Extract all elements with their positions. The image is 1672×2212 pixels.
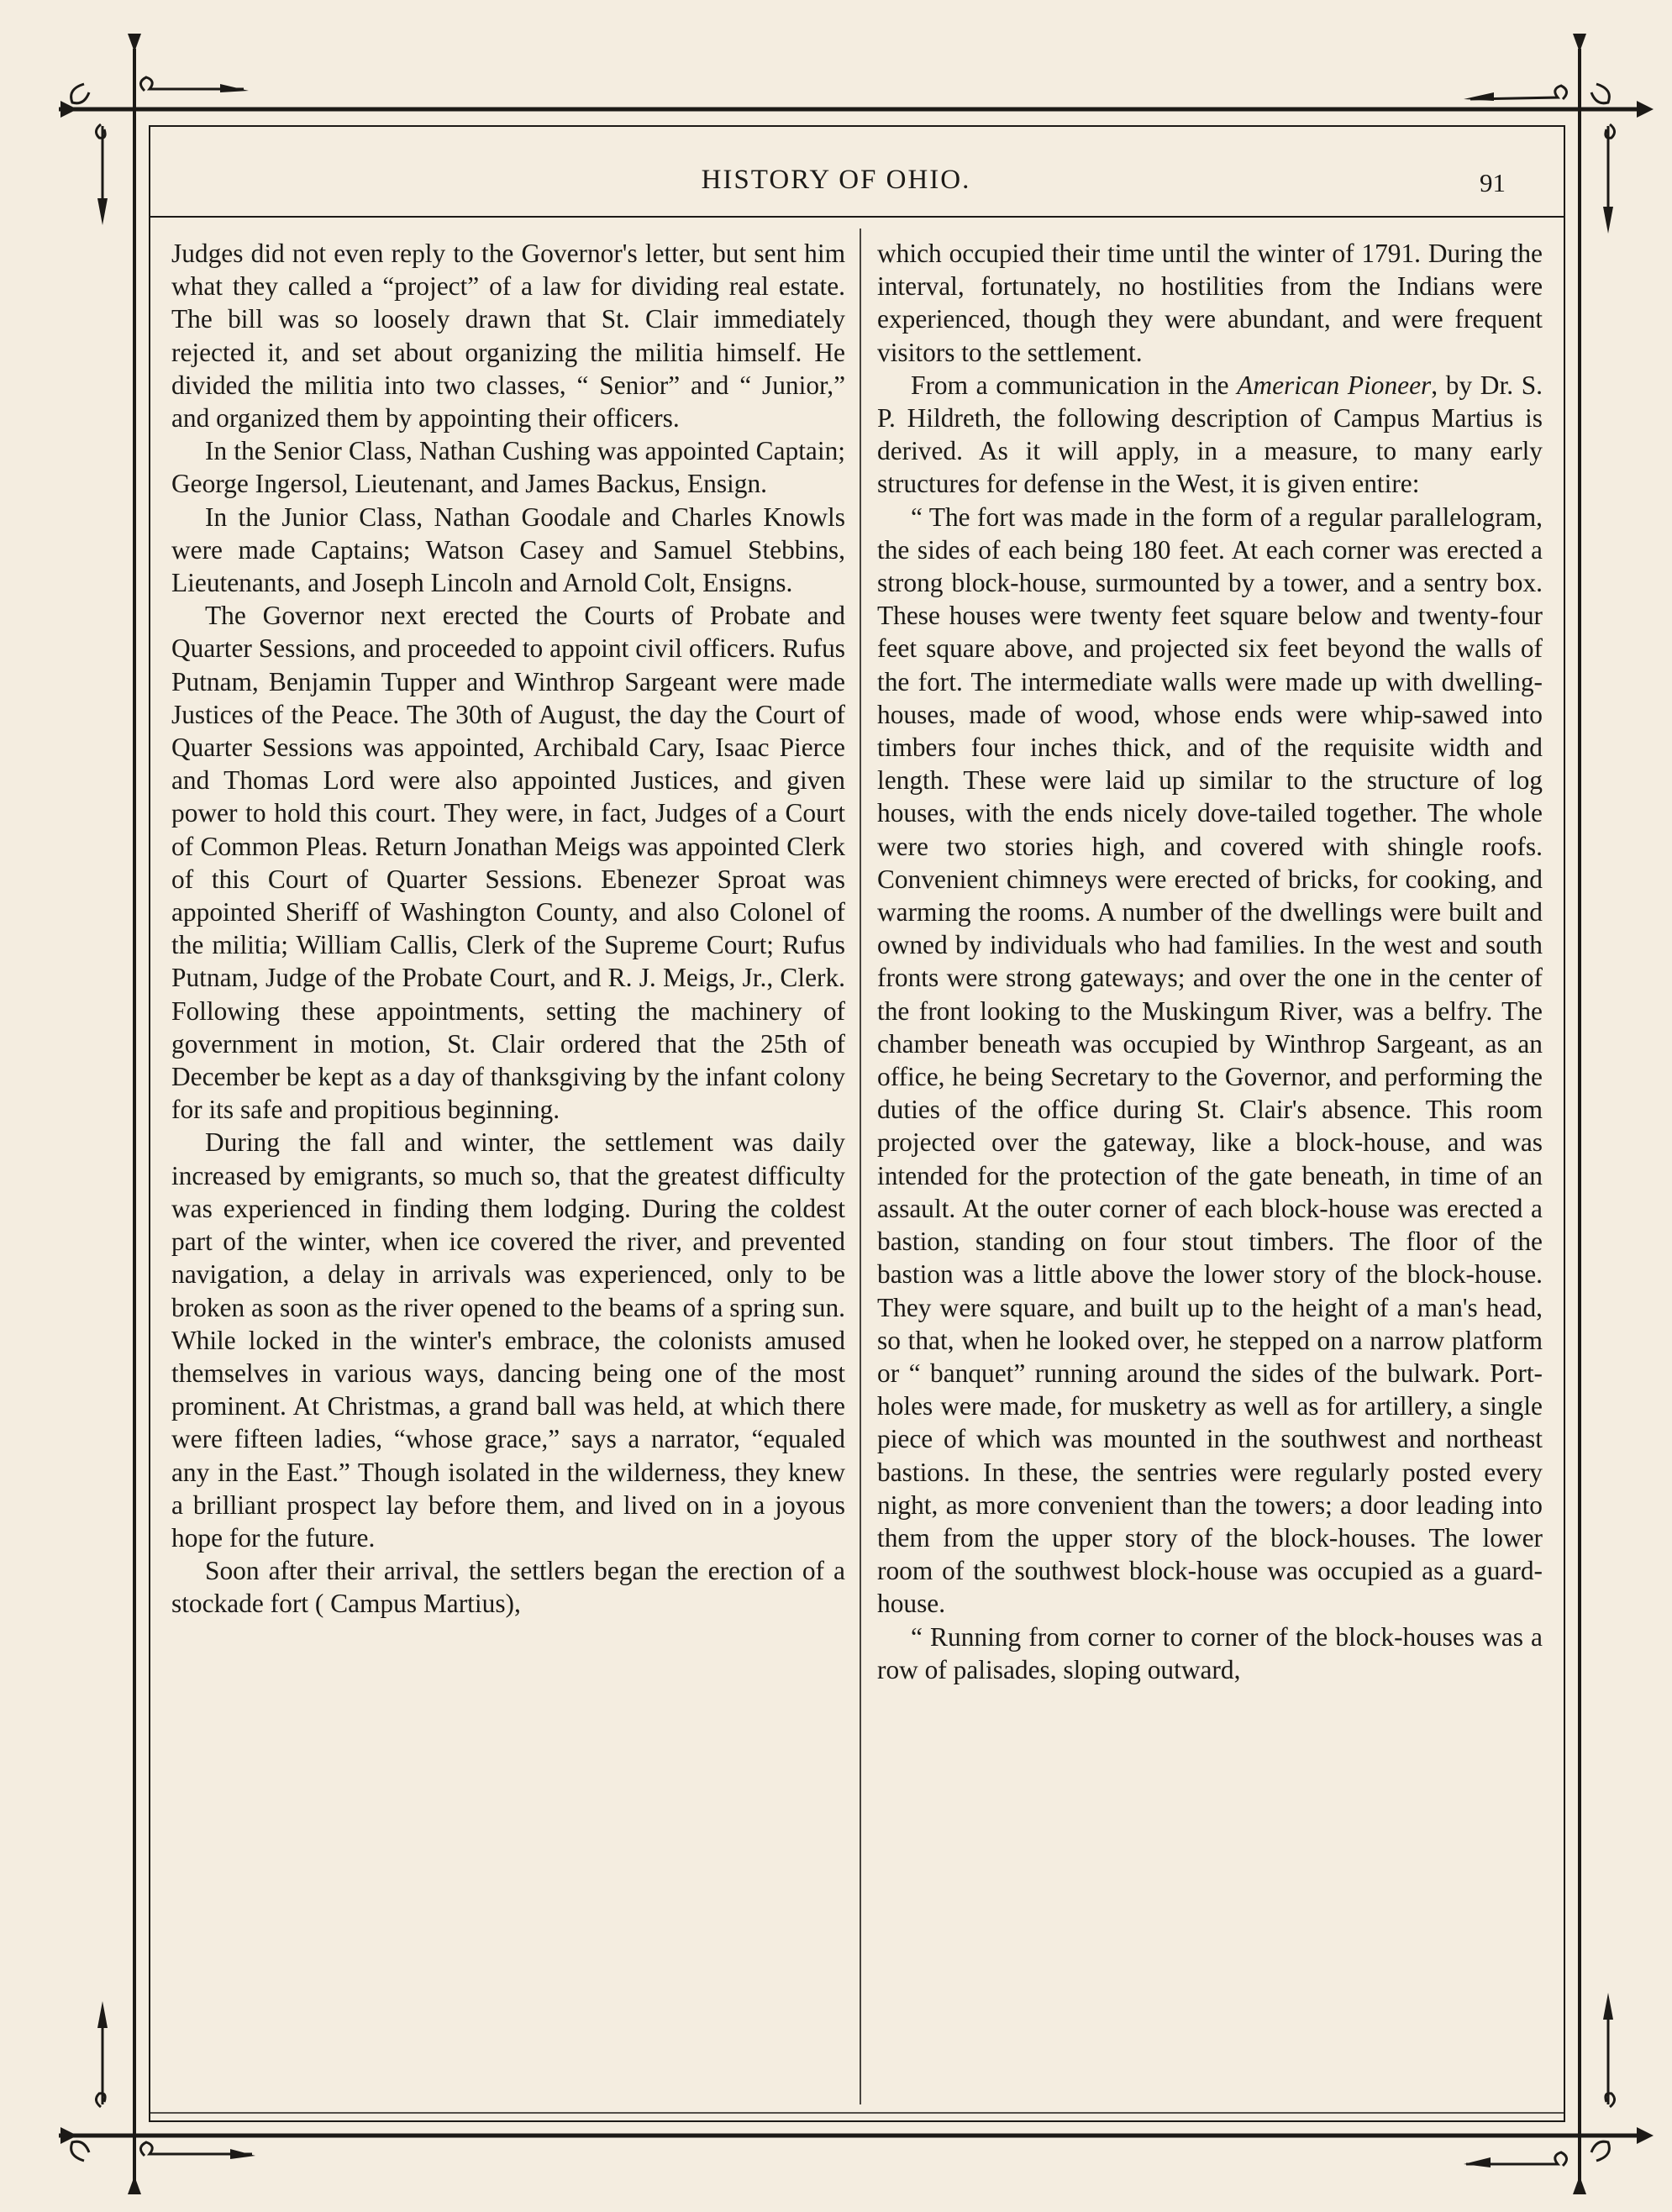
paragraph — [877, 369, 1543, 501]
page-number: 91 — [1480, 168, 1506, 197]
right-column — [877, 237, 1543, 2035]
running-head — [151, 165, 1521, 207]
paragraph: The Governor next erected the Courts of Probate and Quarter Sessions, and proceeded to appoint civil officers. Rufus Putnam, Benjamin Tupper and Winthrop Sargeant were made Justices of the Peace. The 30th of August, the day the Court of Quarter Sessions was appointed, Archibald Cary, Isaac Pierce and Thomas Lord were also appointed Justices, and given power to hold this court. They were, in fact, Judges of a Court of Common Pleas. Return Jonathan Meigs was appointed Clerk of this Court of Quarter Sessions. Ebenezer Sproat was appointed Sheriff of Washington County, and also Colonel of the militia; William Callis, Clerk of the Supreme Court; Rufus Putnam, Judge of the Probate Court, and R. J. Meigs, Jr., Clerk. Following these appointments, setting the machinery of government in motion, St. Clair ordered that the 25th of December be kept as a day of thanksgiving by the infant colony for its safe and propitious beginning. — [171, 601, 845, 1125]
publication-title: American Pioneer — [1237, 370, 1432, 400]
text-span: , by Dr. S. P. Hildreth, the following description of Campus Martius is derived. As it will apply, in a measure, to many early structures for defense in the West, it is given entire: — [877, 370, 1543, 499]
quotation-paragraph: “ Running from corner to corner of the block-houses was a row of palisades, sloping outward, — [877, 1621, 1543, 1684]
paragraph: In the Junior Class, Nathan Goodale and Charles Knowls were made Captains; Watson Casey and Samuel Stebbins, Lieutenants, and Joseph Lincoln and Arnold Colt, Ensigns. — [171, 502, 845, 598]
page-title: HISTORY OF OHIO. — [701, 165, 971, 195]
left-column — [171, 237, 845, 2035]
paragraph: In the Senior Class, Nathan Cushing was appointed Captain; George Ingersol, Lieutenant, and James Backus, Ensign. — [171, 436, 845, 499]
quotation-paragraph: “ The fort was made in the form of a regular parallelogram, the sides of each being 180 feet. At each corner was erected a strong block-house, surmounted by a tower, and a sentry box. These houses were twenty feet square below and twenty-four feet square above, and projected six feet beyond the walls of the fort. The intermediate walls were made up with dwelling-houses, made of wood, whose ends were whip-sawed into timbers four inches thick, and of the requisite width and length. These were laid up similar to the structure of log houses, with the ends nicely dove-tailed together. The whole were two stories high, and covered with shingle roofs. Convenient chimneys were erected of bricks, for cooking, and warming the rooms. A number of the dwellings were built and owned by individuals who had families. In the west and south fronts were strong gateways; and over the one in the center of the front looking to the Muskingum River, was a belfry. The chamber beneath was occupied by Winthrop Sargeant, as an office, he being Secretary to the Governor, and performing the duties of the office during St. Clair's absence. This room projected over the gateway, like a block-house, and was intended for the protection of the gate beneath, in time of an assault. At the outer corner of each block-house was erected a bastion, standing on four stout timbers. The floor of the bastion was a little above the lower story of the block-house. They were square, and built up to the height of a man's head, so that, when he looked over, he stepped on a narrow platform or “ banquet” running around the sides of the bulwark. Port-holes were made, for musketry as well as for artillery, a single piece of which was mounted in the southwest and northeast bastions. In these, the sentries were regularly posted every night, as more convenient than the towers; a door leading into them from the upper story of the block-houses. The lower room of the southwest block-house was occupied as a guard-house. — [877, 502, 1543, 1619]
paragraph: During the fall and winter, the settlement was daily increased by emigrants, so much so, that the greatest difficulty was experienced in finding them lodging. During the coldest part of the winter, when ice covered the river, and prevented navigation, a delay in arrivals was experienced, only to be broken as soon as the river opened to the beams of a spring sun. While locked in the winter's embrace, the colonists amused themselves in various ways, dancing being one of the most prominent. At Christmas, a grand ball was held, at which there were fifteen ladies, “whose grace,” says a narrator, “equaled any in the East.” Though isolated in the wilderness, they knew a brilliant prospect lay before them, and lived on in a joyous hope for the future. — [171, 1127, 845, 1553]
paragraph: which occupied their time until the winter of 1791. During the interval, fortunately, no hostilities from the Indians were experienced, though they were abundant, and were frequent visitors to the settlement. — [877, 239, 1543, 367]
paragraph: Soon after their arrival, the settlers began the erection of a stockade fort ( Campus Martius), — [171, 1556, 845, 1619]
paragraph: Judges did not even reply to the Governor's letter, but sent him what they called a “project” of a law for dividing real estate. The bill was so loosely drawn that St. Clair immediately rejected it, and set about organizing the militia himself. He divided the militia into two classes, “ Senior” and “ Junior,” and organized them by appointing their officers. — [171, 239, 845, 433]
text-span: From a communication in the — [911, 370, 1238, 400]
